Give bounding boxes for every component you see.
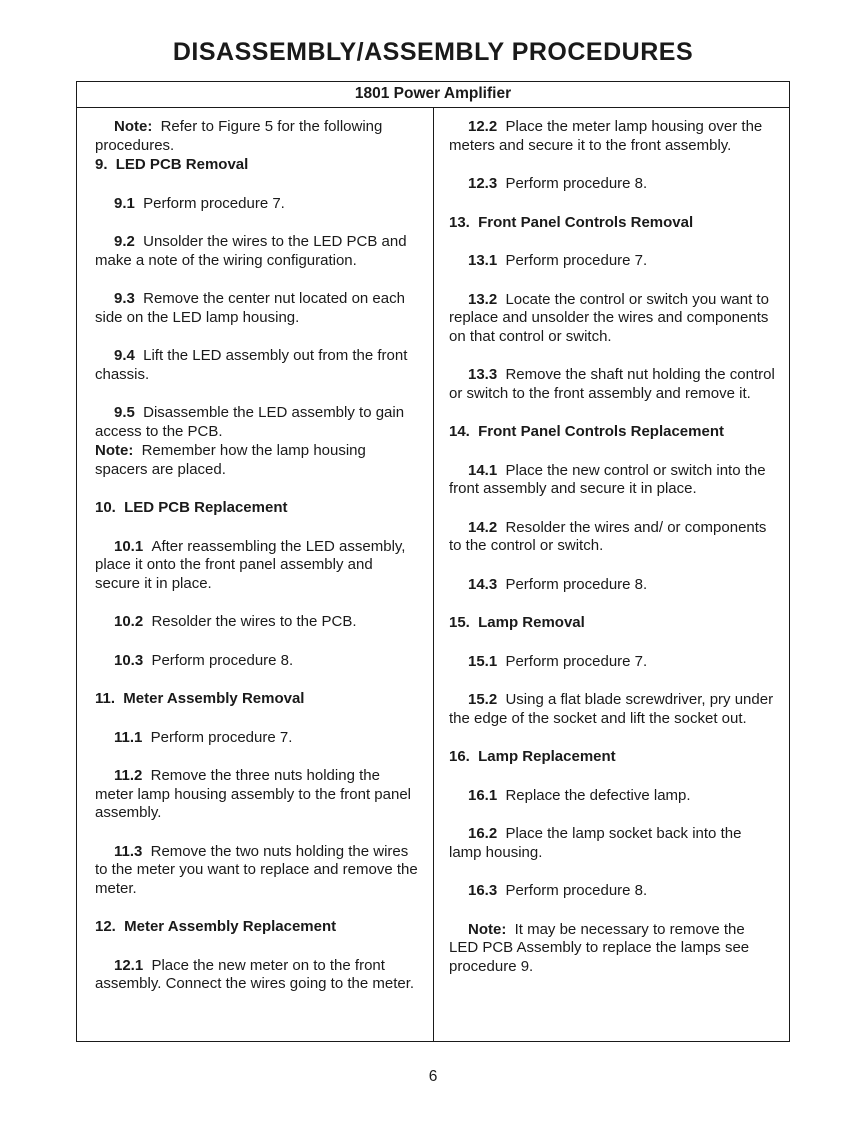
step-number: 13.3 xyxy=(468,366,498,383)
item-text: Lamp Replacement xyxy=(478,748,616,765)
item-text: Place the new control or switch into the front assembly and secure it in place. xyxy=(449,461,766,497)
procedure-step xyxy=(95,347,419,384)
procedure-step xyxy=(95,843,419,899)
procedure-step xyxy=(95,729,419,748)
item-text: LED PCB Replacement xyxy=(124,499,288,516)
step-number: 9.2 xyxy=(114,233,135,250)
section-number: 12. xyxy=(95,918,116,935)
step-number: 10.1 xyxy=(114,537,144,555)
step-number: 16.3 xyxy=(468,882,498,899)
step-number: 10.3 xyxy=(114,651,144,669)
procedure-step xyxy=(449,175,775,194)
procedure-step xyxy=(449,462,775,499)
item-text: Perform procedure 8. xyxy=(151,651,294,669)
item-text: Perform procedure 7. xyxy=(150,728,293,746)
item-text: Perform procedure 8. xyxy=(505,175,648,192)
box-header-title: 1801 Power Amplifier xyxy=(77,82,789,108)
procedure-step xyxy=(449,825,775,862)
step-number: 14.2 xyxy=(468,518,498,536)
step-number: 15.2 xyxy=(468,691,498,708)
note-paragraph xyxy=(449,921,775,977)
step-number: 15.1 xyxy=(468,652,498,670)
section-number: 13. xyxy=(449,213,470,231)
note-label: Note: xyxy=(95,442,134,459)
note-paragraph xyxy=(95,442,419,479)
item-text: Unsolder the wires to the LED PCB and make a note of the wiring configuration. xyxy=(95,233,407,269)
section-heading xyxy=(449,614,775,633)
item-text: Locate the control or switch you want to replace and unsolder the wires and components on that control or switch. xyxy=(449,290,769,345)
step-number: 11.3 xyxy=(114,842,143,860)
procedure-step xyxy=(449,653,775,672)
left-column xyxy=(77,108,433,1041)
procedure-step xyxy=(449,691,775,728)
item-text: Remove the center nut located on each side on the LED lamp housing. xyxy=(95,290,405,326)
item-text: Perform procedure 7. xyxy=(505,652,648,670)
section-heading xyxy=(449,748,775,767)
section-heading xyxy=(95,690,419,709)
step-number: 9.1 xyxy=(114,194,135,212)
item-text: Place the lamp socket back into the lamp housing. xyxy=(449,825,742,861)
item-text: Refer to Figure 5 for the following procedures. xyxy=(95,118,383,154)
step-number: 13.1 xyxy=(468,252,498,269)
step-number: 14.1 xyxy=(468,461,498,479)
step-number: 11.2 xyxy=(114,767,143,784)
item-text: Disassemble the LED assembly to gain access to the PCB. xyxy=(95,404,405,440)
note-label: Note: xyxy=(114,118,153,135)
item-text: Replace the defective lamp. xyxy=(505,786,691,804)
step-number: 12.3 xyxy=(468,175,498,192)
item-text: Remember how the lamp housing spacers are placed. xyxy=(95,442,366,478)
item-text: Remove the two nuts holding the wires to the meter you want to replace and remove the meter. xyxy=(95,842,418,897)
note-paragraph xyxy=(95,118,419,155)
step-number: 14.3 xyxy=(468,575,498,593)
item-text: Meter Assembly Replacement xyxy=(124,918,337,935)
step-number: 12.1 xyxy=(114,956,144,974)
procedure-step xyxy=(95,195,419,214)
item-text: Place the new meter on to the front assembly. Connect the wires going to the meter. xyxy=(95,956,415,992)
section-number: 11. xyxy=(95,690,116,707)
item-text: Remove the shaft nut holding the control or switch to the front assembly and remove it. xyxy=(449,366,775,402)
item-text: Front Panel Controls Removal xyxy=(478,213,694,231)
section-number: 14. xyxy=(449,423,470,440)
section-heading xyxy=(449,214,775,233)
procedure-step xyxy=(449,252,775,271)
step-number: 11.1 xyxy=(114,728,143,746)
item-text: Lamp Removal xyxy=(478,614,585,631)
page-number: 6 xyxy=(428,1068,438,1085)
procedures-box xyxy=(76,81,790,1042)
section-number: 15. xyxy=(449,614,470,631)
procedure-step xyxy=(95,957,419,994)
section-heading xyxy=(95,499,419,518)
item-text: Perform procedure 8. xyxy=(505,575,648,593)
step-number: 13.2 xyxy=(468,290,498,308)
page-title: DISASSEMBLY/ASSEMBLY PROCEDURES xyxy=(172,38,694,66)
procedure-step xyxy=(449,366,775,403)
item-text: Place the meter lamp housing over the meters and secure it to the front assembly. xyxy=(449,118,763,154)
section-heading xyxy=(95,918,419,937)
item-text: Resolder the wires to the PCB. xyxy=(151,613,357,630)
section-heading xyxy=(449,423,775,442)
right-column xyxy=(433,108,789,1041)
step-number: 9.5 xyxy=(114,404,135,421)
procedure-step xyxy=(95,613,419,632)
item-text: After reassembling the LED assembly, place it onto the front panel assembly and secure it in place. xyxy=(95,537,406,592)
item-text: Using a flat blade screwdriver, pry under the edge of the socket and lift the socket out. xyxy=(449,691,774,727)
item-text: Lift the LED assembly out from the front chassis. xyxy=(95,347,408,383)
item-text: LED PCB Removal xyxy=(115,156,249,173)
procedure-step xyxy=(95,290,419,327)
item-text: Resolder the wires and/ or components to the control or switch. xyxy=(449,518,767,554)
item-text: Remove the three nuts holding the meter lamp housing assembly to the front panel assembly. xyxy=(95,767,412,821)
procedure-step xyxy=(449,576,775,595)
section-number: 9. xyxy=(95,156,108,173)
procedure-step xyxy=(449,787,775,806)
procedure-step xyxy=(95,233,419,270)
item-text: Front Panel Controls Replacement xyxy=(478,423,724,440)
step-number: 9.3 xyxy=(114,290,135,307)
note-label: Note: xyxy=(468,920,507,938)
procedure-step xyxy=(95,767,419,823)
step-number: 16.2 xyxy=(468,825,498,842)
section-number: 16. xyxy=(449,748,470,765)
procedure-step xyxy=(449,291,775,347)
procedure-step xyxy=(95,652,419,671)
two-column-body xyxy=(77,108,789,1041)
section-number: 10. xyxy=(95,499,116,516)
item-text: Perform procedure 8. xyxy=(505,882,648,899)
step-number: 16.1 xyxy=(468,786,498,804)
procedure-step xyxy=(95,538,419,594)
procedure-step xyxy=(449,882,775,901)
step-number: 9.4 xyxy=(114,347,135,364)
item-text: Meter Assembly Removal xyxy=(123,690,305,707)
step-number: 12.2 xyxy=(468,118,498,135)
procedure-step xyxy=(449,118,775,155)
procedure-step xyxy=(95,404,419,441)
step-number: 10.2 xyxy=(114,613,144,630)
item-text: It may be necessary to remove the LED PCB Assembly to replace the lamps see procedure 9. xyxy=(449,920,750,975)
section-heading xyxy=(95,156,419,175)
item-text: Perform procedure 7. xyxy=(505,252,648,269)
procedure-step xyxy=(449,519,775,556)
item-text: Perform procedure 7. xyxy=(143,194,285,212)
